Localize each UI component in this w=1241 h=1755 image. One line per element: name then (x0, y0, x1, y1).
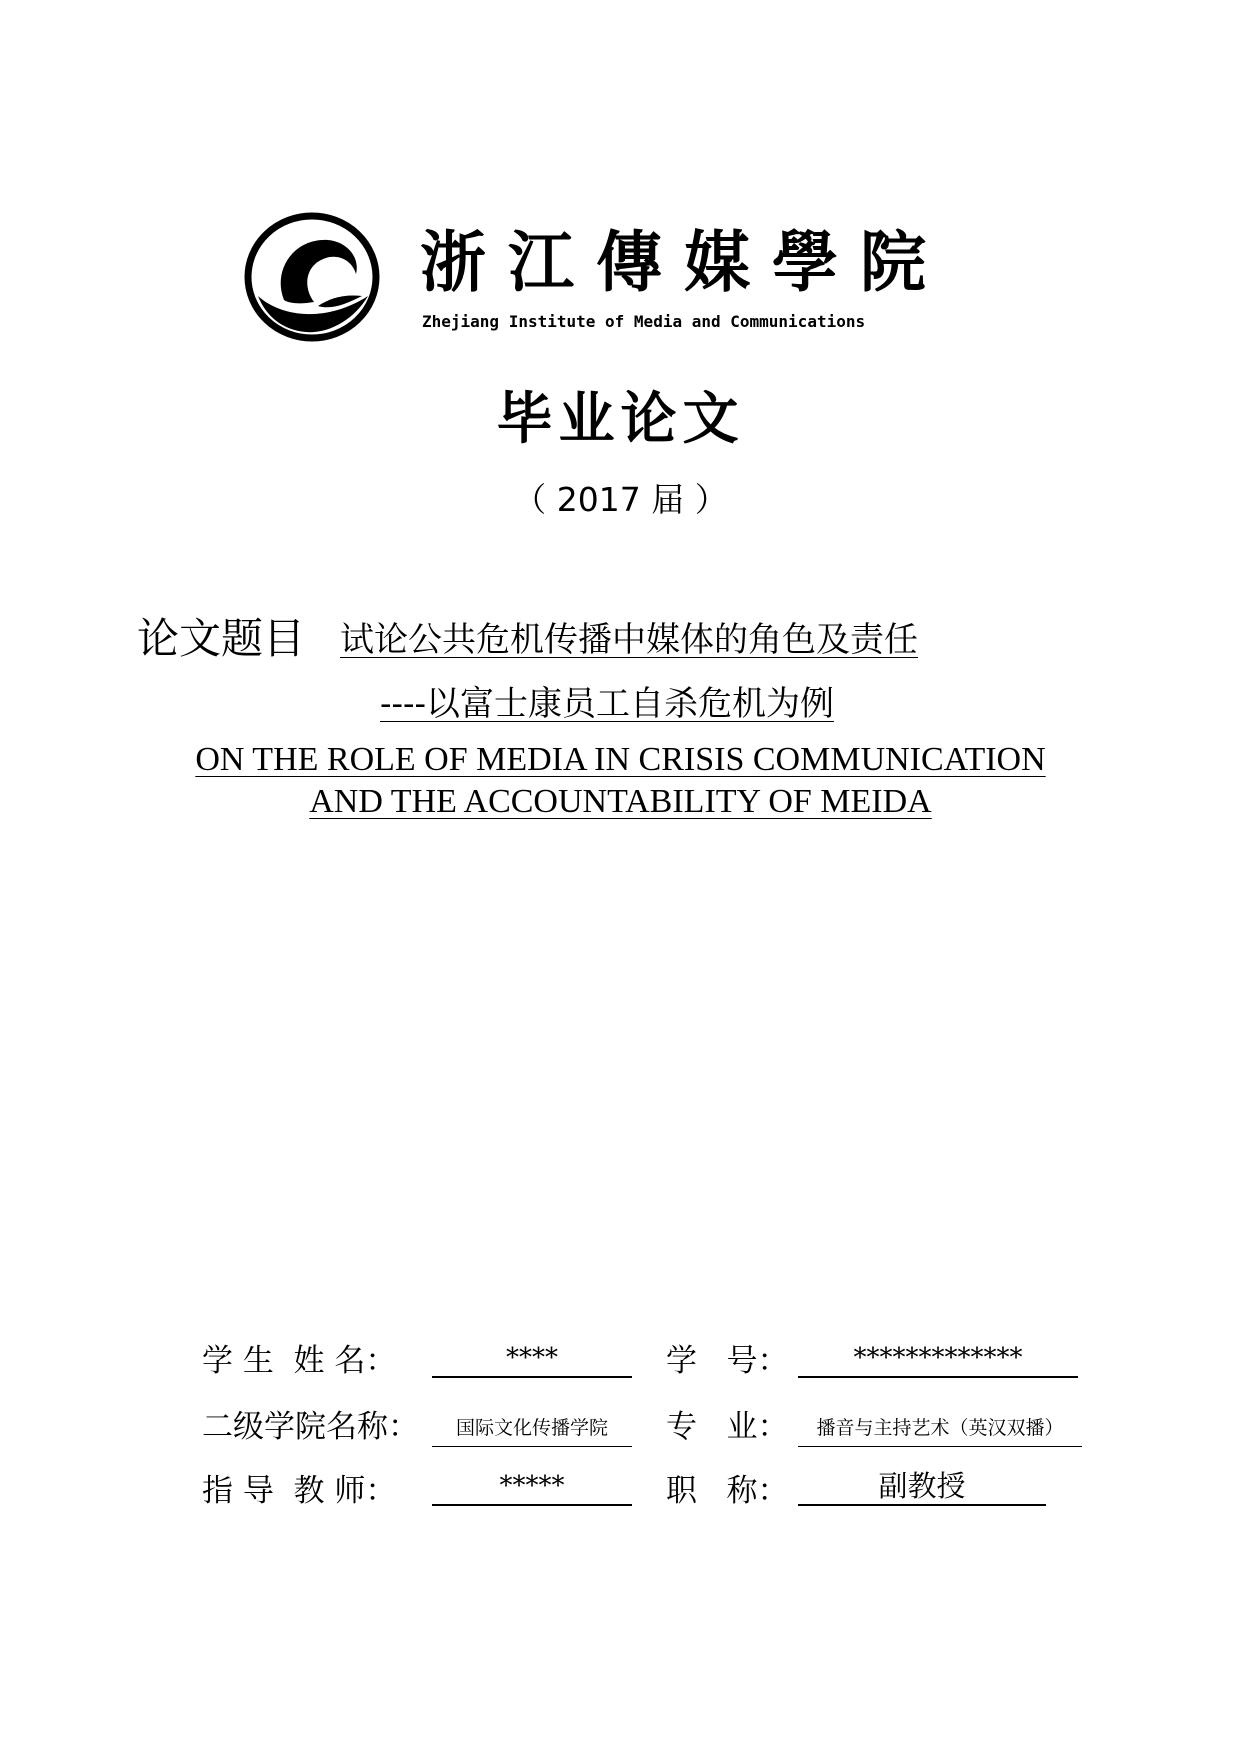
thesis-subtitle-cn: ----以富士康员工自杀危机为例 (380, 684, 834, 724)
school-name-cn: 浙江傳媒學院 (420, 223, 948, 301)
thesis-title-en-line1-text: ON THE ROLE OF MEDIA IN CRISIS COMMUNICATION (195, 741, 1046, 778)
student-name-value: **** (432, 1340, 632, 1378)
student-name-label: 学 生 姓 名： (202, 1343, 397, 1379)
college-value: 国际文化传播学院 (432, 1410, 632, 1447)
thesis-title-cn: 试论公共危机传播中媒体的角色及责任 (340, 620, 918, 660)
major-value: 播音与主持艺术（英汉双播） (798, 1410, 1082, 1447)
professional-title-value: 副教授 (798, 1468, 1046, 1506)
school-emblem-icon (244, 212, 380, 342)
professional-title-label: 职 称： (666, 1473, 789, 1509)
class-year: （ 2017 届 ） (513, 480, 728, 519)
thesis-title-en-line1 (0, 739, 1241, 781)
thesis-title-en-line2 (0, 781, 1241, 823)
student-id-value: ************* (798, 1340, 1078, 1378)
student-id-label: 学 号： (666, 1343, 789, 1379)
thesis-title-en-line2-text: AND THE ACCOUNTABILITY OF MEIDA (309, 783, 932, 820)
school-name-en: Zhejiang Institute of Media and Communications (422, 312, 866, 331)
major-label: 专 业： (666, 1409, 789, 1445)
advisor-label: 指 导 教 师： (202, 1473, 397, 1509)
thesis-title-label: 论文题目 (137, 614, 306, 663)
advisor-value: ***** (432, 1468, 632, 1506)
college-label: 二级学院名称： (202, 1409, 419, 1445)
document-type-title: 毕业论文 (496, 387, 745, 452)
